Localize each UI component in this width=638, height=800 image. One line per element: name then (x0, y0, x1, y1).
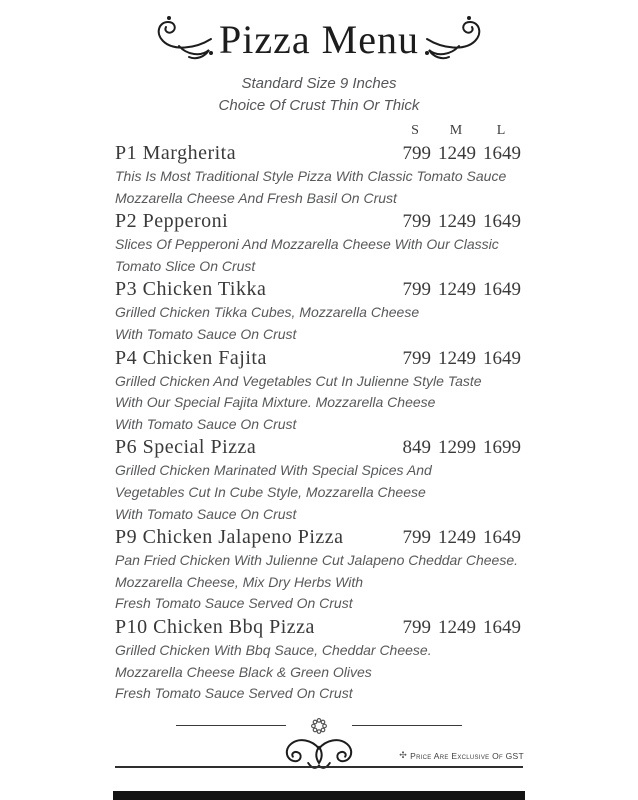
gst-note (399, 750, 524, 761)
item-heading (115, 615, 521, 640)
item-price-small: 799 (402, 279, 431, 301)
menu-item (115, 525, 521, 615)
item-price-large: 1649 (483, 347, 521, 369)
item-price-medium: 1249 (438, 347, 476, 369)
menu-list (115, 123, 521, 705)
item-description-line: Pan Fried Chicken With Julienne Cut Jalapeno Cheddar Cheese. (115, 552, 518, 569)
item-name: P9 Chicken Jalapeno Pizza (115, 526, 344, 549)
bottom-bar (113, 791, 525, 800)
item-price-large: 1649 (483, 527, 521, 549)
item-description-line: Grilled Chicken With Bbq Sauce, Cheddar Cheese. (115, 641, 432, 658)
divider-line-right (352, 725, 462, 726)
item-prices (399, 142, 521, 166)
menu-item (115, 277, 521, 345)
menu-item (115, 615, 521, 705)
item-price-large: 1649 (483, 616, 521, 638)
item-description-line: Mozzarella Cheese Black & Green Olives (115, 663, 372, 680)
size-header-row (115, 123, 521, 141)
item-name: P3 Chicken Tikka (115, 278, 267, 301)
menu-item (115, 346, 521, 436)
item-price-small: 799 (402, 347, 431, 369)
gst-note-text: Price Are Exclusive Of GST (410, 750, 524, 761)
item-price-medium: 1299 (438, 437, 476, 459)
menu-item (115, 209, 521, 277)
subtitle-line: Choice Of Crust Thin Or Thick (218, 97, 420, 114)
item-heading (115, 346, 521, 371)
item-price-small: 849 (402, 437, 431, 459)
item-name: P1 Margherita (115, 142, 237, 164)
item-name: P6 Special Pizza (115, 436, 257, 459)
item-prices (399, 210, 521, 234)
item-description-line: Vegetables Cut In Cube Style, Mozzarella Cheese (115, 483, 426, 500)
size-header-medium: M (449, 123, 463, 138)
item-description-line: Mozzarella Cheese And Fresh Basil On Crust (115, 189, 397, 206)
item-price-small: 799 (402, 211, 431, 233)
item-price-medium: 1249 (438, 211, 476, 233)
item-description-line: Grilled Chicken Marinated With Special Spices And (115, 462, 432, 479)
item-heading (115, 435, 521, 460)
item-price-large: 1649 (483, 143, 521, 164)
item-heading (115, 525, 521, 550)
item-price-large: 1649 (483, 279, 521, 301)
title-flourish-right-icon (423, 15, 489, 63)
item-price-medium: 1249 (438, 279, 476, 301)
item-heading (115, 209, 521, 234)
item-price-small: 799 (402, 527, 431, 549)
footer-ornament-icon: ✣ (399, 750, 408, 760)
item-name: P4 Chicken Fajita (115, 346, 267, 369)
size-header-small: S (411, 123, 419, 138)
menu-item (115, 435, 521, 525)
menu-subtitle (0, 73, 638, 117)
divider-line-left (176, 725, 286, 726)
item-heading (115, 277, 521, 302)
item-prices (399, 526, 521, 550)
item-description-line: Fresh Tomato Sauce Served On Crust (115, 595, 353, 612)
footer-divider (0, 717, 638, 735)
scroll-flourish-icon (0, 736, 638, 777)
item-description-line: This Is Most Traditional Style Pizza With Classic Tomato Sauce (115, 168, 507, 184)
item-price-small: 799 (402, 143, 431, 164)
item-prices (399, 347, 521, 371)
item-price-small: 799 (402, 616, 431, 638)
subtitle-line: Standard Size 9 Inches (241, 75, 397, 92)
item-description-line: With Tomato Sauce On Crust (115, 505, 297, 522)
menu-item (115, 141, 521, 209)
title-flourish-left-icon (149, 15, 215, 63)
title-row (0, 10, 638, 68)
item-price-medium: 1249 (438, 616, 476, 638)
item-price-medium: 1249 (438, 527, 476, 549)
item-description-line: Grilled Chicken And Vegetables Cut In Julienne Style Taste (115, 372, 482, 389)
menu-header (0, 0, 638, 117)
item-heading (115, 141, 521, 166)
item-description-line: Tomato Slice On Crust (115, 257, 256, 274)
page-title: Pizza Menu (219, 16, 419, 62)
item-price-large: 1649 (483, 211, 521, 233)
bottom-rule (115, 766, 523, 768)
item-price-medium: 1249 (438, 143, 476, 164)
item-prices (399, 436, 521, 460)
item-prices (399, 278, 521, 302)
item-name: P2 Pepperoni (115, 210, 229, 233)
item-description-line: Slices Of Pepperoni And Mozzarella Cheese With Our Classic (115, 236, 499, 253)
item-price-large: 1699 (483, 437, 521, 459)
item-description-line: With Our Special Fajita Mixture. Mozzarella Cheese (115, 394, 436, 411)
divider-flower-icon (310, 717, 328, 735)
item-description-line: Mozzarella Cheese, Mix Dry Herbs With (115, 573, 364, 590)
item-name: P10 Chicken Bbq Pizza (115, 615, 315, 638)
item-description-line: Grilled Chicken Tikka Cubes, Mozzarella Cheese (115, 304, 420, 321)
size-header-large: L (496, 123, 506, 138)
item-description-line: Fresh Tomato Sauce Served On Crust (115, 685, 353, 702)
item-description-line: With Tomato Sauce On Crust (115, 325, 297, 342)
item-description-line: With Tomato Sauce On Crust (115, 415, 297, 432)
item-prices (399, 616, 521, 640)
